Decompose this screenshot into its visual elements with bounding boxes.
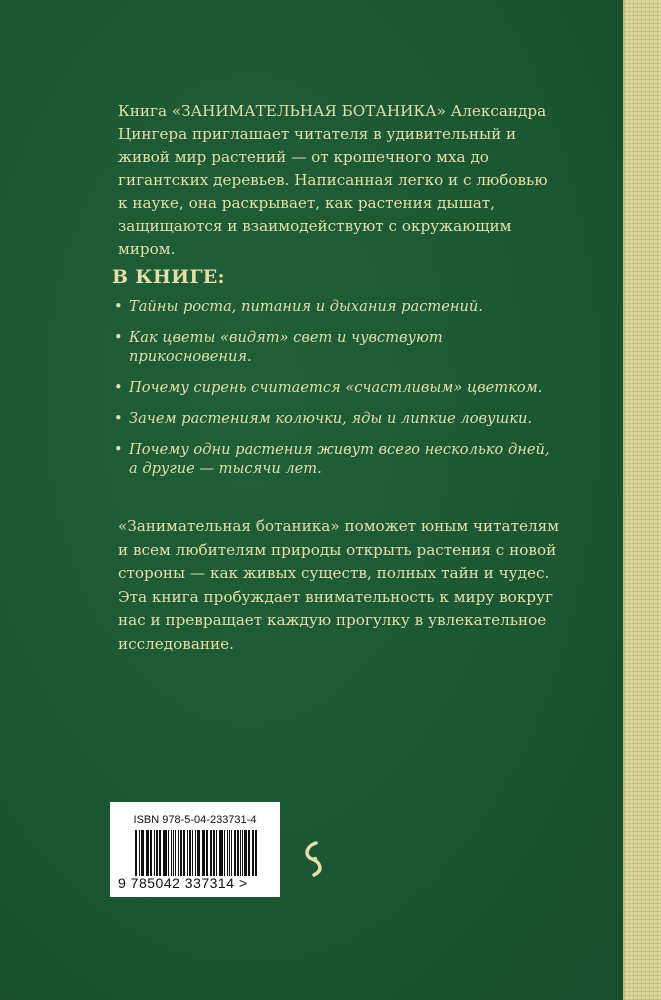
bullet-item: • Тайны роста, питания и дыхания растений. [112, 297, 562, 316]
barcode-digits: 9 785042 337314 > [118, 875, 248, 891]
isbn-barcode [110, 802, 280, 897]
eksmo-logo-icon [302, 840, 328, 878]
isbn-label: ISBN 978-5-04-233731-4 [133, 814, 257, 826]
intro-paragraph: Книга «ЗАНИМАТЕЛЬНАЯ БОТАНИКА» Александра Цингера приглашает читателя в удивительный и живой мир растений — от крошечного мха до гигантских деревьев. Написанная легко и с любовью к науке, она раскрывает, как растения дышат, защищаются и взаимодействуют с окружающим миром. [118, 102, 548, 258]
bullet-item: • Зачем растениям колючки, яды и липкие ловушки. [112, 409, 562, 428]
section-heading: В КНИГЕ: [112, 266, 225, 288]
bullet-item: • Почему сирень считается «счастливым» цветком. [112, 378, 562, 397]
bullet-item: • Как цветы «видят» свет и чувствуют прикосновения. [112, 328, 562, 366]
barcode-bars [135, 830, 259, 876]
spine-texture [623, 0, 661, 1000]
bullet-item: • Почему одни растения живут всего несколько дней, а другие — тысячи лет. [112, 440, 562, 478]
outro-paragraph: «Занимательная ботаника» поможет юным читателям и всем любителям природы открыть растения с новой стороны — как живых существ, полных тайн и чудес. Эта книга пробуждает внимательность к миру вокруг нас и превращает каждую прогулку в увлекательное исследование. [118, 517, 560, 653]
bullet-list [112, 297, 562, 490]
